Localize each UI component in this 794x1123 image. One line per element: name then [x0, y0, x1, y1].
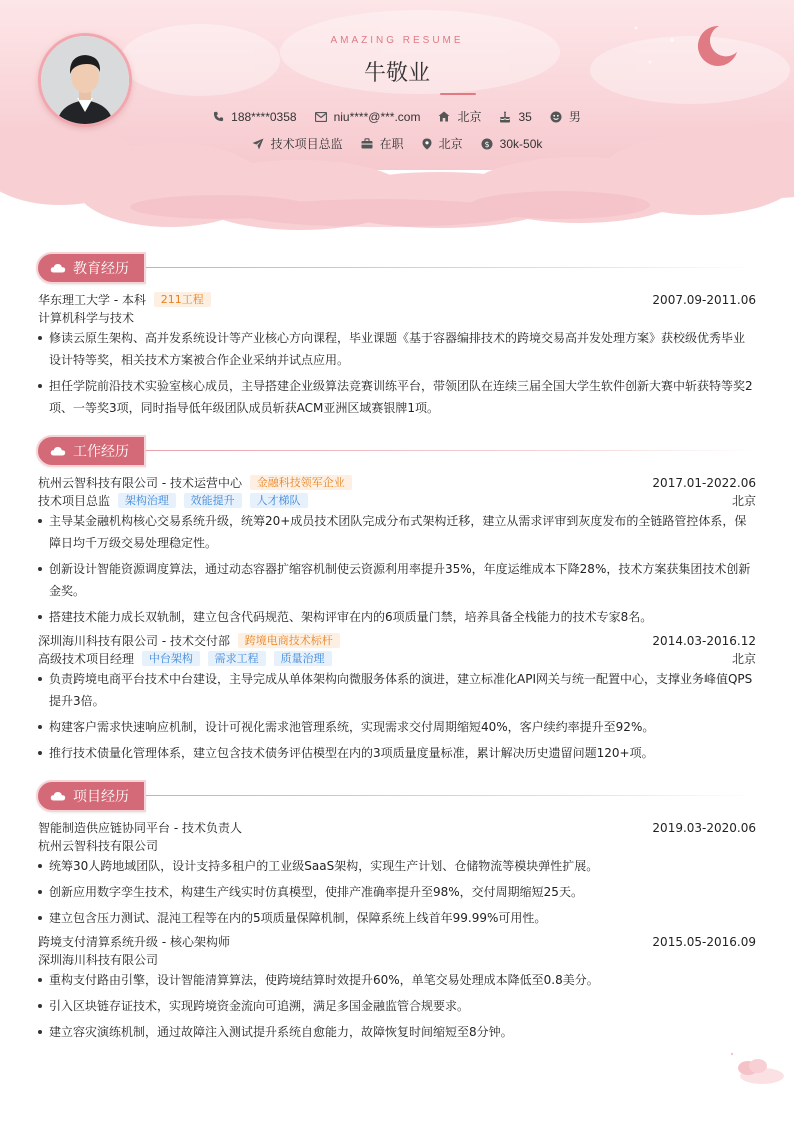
gender: 男	[568, 110, 581, 124]
work-2-bullet-1: 负责跨境电商平台技术中台建设，主导完成从单体架构向微服务体系的演进，建立标准化API网关与统一配置中心，支撑业务峰值QPS提升3倍。	[38, 668, 756, 712]
education-section-title: 教育经历	[73, 261, 129, 277]
age-item	[499, 110, 531, 124]
target-position-item	[252, 135, 343, 152]
salary-item	[481, 137, 543, 151]
job-position: 高级技术项目经理	[38, 652, 135, 666]
company-and-department: 杭州云智科技有限公司 - 技术运营中心	[38, 476, 242, 490]
employment-status: 在职	[379, 137, 404, 151]
work-date: 2014.03-2016.12	[652, 634, 756, 648]
school-and-degree: 华东理工大学 - 本科	[38, 293, 146, 307]
smile-icon	[550, 111, 562, 123]
education-date: 2007.09-2011.06	[652, 293, 756, 307]
skill-tag: 效能提升	[184, 493, 242, 508]
resume-header	[0, 0, 794, 235]
money-icon	[481, 138, 493, 150]
target-city-item	[422, 135, 463, 152]
contact-info-row	[0, 108, 794, 125]
project-2-bullet-2: 引入区块链存证技术，实现跨境资金流向可追溯，满足多国金融监管合规要求。	[38, 995, 756, 1017]
target-city: 北京	[438, 137, 463, 151]
phone-item	[213, 110, 296, 124]
age: 35	[518, 109, 532, 124]
project-1-header	[38, 819, 756, 837]
decorative-cloud-icon	[726, 1050, 786, 1086]
project-1-bullet-3: 建立包含压力测试、混沌工程等在内的5项质量保障机制，保障系统上线首年99.99%可用性。	[38, 907, 756, 929]
work-1-bullet-2: 创新设计智能资源调度算法，通过动态容器扩缩容机制使云资源利用率提升35%，年度运维成本下降28%，技术方案获集团技术创新金奖。	[38, 558, 756, 602]
education-bullet-1: 修读云原生架构、高并发系统设计等产业核心方向课程，毕业课题《基于容器编排技术的跨境交易高并发处理方案》获校级优秀毕业设计特等奖，相关技术方案被合作企业采纳并试点应用。	[38, 327, 756, 371]
project-2-header	[38, 933, 756, 951]
cloud-icon	[50, 263, 66, 273]
project-2-bullet-1: 重构支付路由引擎，设计智能清算算法，使跨境结算时效提升60%，单笔交易处理成本降低至0.8美分。	[38, 969, 756, 991]
skill-tag: 人才梯队	[250, 493, 308, 508]
cloud-icon	[50, 446, 66, 456]
send-icon	[252, 138, 264, 150]
skill-tag: 需求工程	[208, 651, 266, 666]
svg-text:$: $	[484, 139, 490, 149]
projects-section-pill	[36, 780, 146, 812]
education-major: 计算机科学与技术	[38, 311, 135, 325]
home-icon	[438, 111, 450, 122]
company-tag: 金融科技领军企业	[250, 475, 352, 490]
phone-number: 188****0358	[231, 109, 297, 124]
project-and-role: 跨境支付清算系统升级 - 核心架构师	[38, 935, 230, 949]
project-2-bullet-3: 建立容灾演练机制，通过故障注入测试提升系统自愈能力，故障恢复时间缩短至8分钟。	[38, 1021, 756, 1043]
section-divider	[146, 795, 756, 796]
skill-tag: 架构治理	[118, 493, 176, 508]
work-entry-2-position-row	[38, 650, 756, 668]
status-item	[361, 135, 404, 152]
work-section-pill	[36, 435, 146, 467]
expected-salary: 30k-50k	[499, 136, 543, 151]
project-date: 2015.05-2016.09	[652, 935, 756, 949]
briefcase-icon	[361, 138, 373, 149]
section-divider	[146, 450, 756, 451]
name-underline	[440, 93, 476, 95]
education-section-pill	[36, 252, 146, 284]
projects-section-title: 项目经历	[73, 789, 129, 805]
work-date: 2017.01-2022.06	[652, 476, 756, 490]
hometown: 北京	[457, 110, 482, 124]
work-city: 北京	[731, 652, 756, 666]
work-section-header	[36, 435, 756, 467]
skill-tag: 中台架构	[142, 651, 200, 666]
hometown-item	[438, 108, 481, 125]
work-entry-1-position-row	[38, 492, 756, 510]
project-and-role: 智能制造供应链协同平台 - 技术负责人	[38, 821, 242, 835]
cloud-icon	[50, 791, 66, 801]
target-position: 技术项目总监	[270, 137, 343, 151]
project-company: 杭州云智科技有限公司	[38, 839, 159, 853]
email-address: niu****@***.com	[333, 109, 421, 124]
company-and-department: 深圳海川科技有限公司 - 技术交付部	[38, 634, 230, 648]
projects-section-header	[36, 780, 756, 812]
phone-icon	[213, 111, 224, 122]
work-entry-2-header	[38, 632, 756, 650]
work-2-bullet-2: 构建客户需求快速响应机制，设计可视化需求池管理系统，实现需求交付周期缩短40%，客户续约率提升至92%。	[38, 716, 756, 738]
project-1-bullet-2: 创新应用数字孪生技术，构建生产线实时仿真模型，使排产准确率提升至98%，交付周期缩短25天。	[38, 881, 756, 903]
candidate-name: 牛敬业	[363, 61, 430, 86]
company-tag: 跨境电商技术标杆	[238, 633, 340, 648]
work-city: 北京	[731, 494, 756, 508]
section-divider	[146, 267, 756, 268]
project-company: 深圳海川科技有限公司	[38, 953, 159, 967]
location-pin-icon	[422, 138, 432, 150]
cake-icon	[499, 111, 511, 123]
project-date: 2019.03-2020.06	[652, 821, 756, 835]
education-entry-header	[38, 291, 756, 309]
work-section-title: 工作经历	[73, 444, 129, 460]
education-bullet-2: 担任学院前沿技术实验室核心成员，主导搭建企业级算法竞赛训练平台，带领团队在连续三届全国大学生软件创新大赛中斩获特等奖2项、一等奖3项，同时指导低年级团队成员斩获ACM亚洲区域赛银牌1项。	[38, 375, 756, 419]
project-1-bullet-1: 统筹30人跨地域团队，设计支持多租户的工业级SaaS架构，实现生产计划、仓储物流等模块弹性扩展。	[38, 855, 756, 877]
school-tag: 211工程	[154, 292, 211, 307]
work-2-bullet-3: 推行技术债量化管理体系，建立包含技术债务评估模型在内的3项质量度量标准，累计解决历史遗留问题120+项。	[38, 742, 756, 764]
mail-icon	[315, 112, 327, 122]
skill-tag: 质量治理	[274, 651, 332, 666]
job-intention-row	[0, 135, 794, 152]
gender-item	[550, 108, 581, 125]
resume-tagline: AMAZING RESUME	[330, 35, 464, 46]
work-1-bullet-1: 主导某金融机构核心交易系统升级，统筹20+成员技术团队完成分布式架构迁移，建立从需求评审到灰度发布的全链路管控体系，保障日均千万级交易处理稳定性。	[38, 510, 756, 554]
email-item	[315, 110, 421, 124]
education-section-header	[36, 252, 756, 284]
work-1-bullet-3: 搭建技术能力成长双轨制，建立包含代码规范、架构评审在内的6项质量门禁，培养具备全栈能力的技术专家8名。	[38, 606, 756, 628]
job-position: 技术项目总监	[38, 494, 111, 508]
work-entry-1-header	[38, 474, 756, 492]
